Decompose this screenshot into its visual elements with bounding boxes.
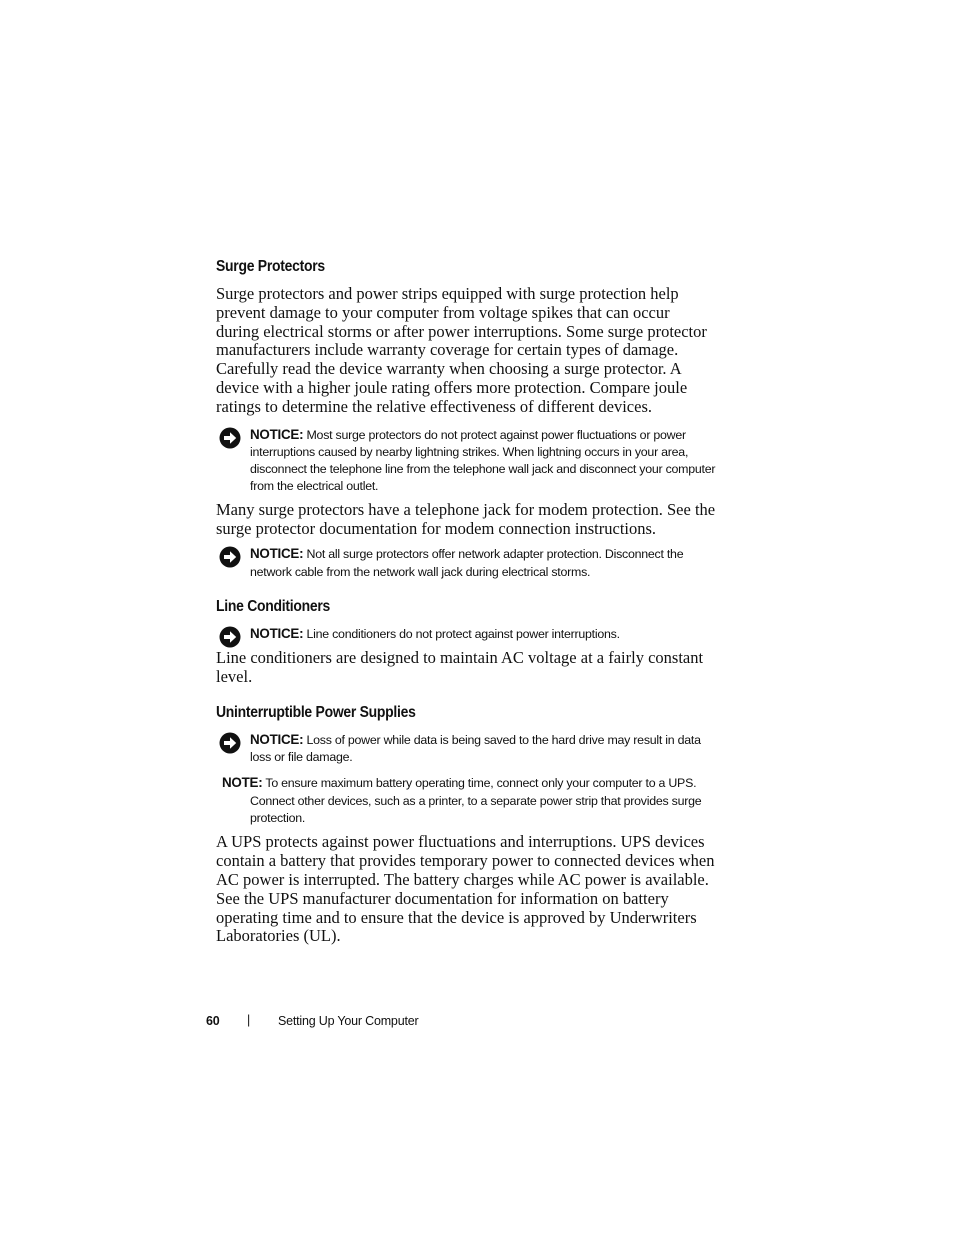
paragraph-telephone-jack: Many surge protectors have a telephone jack for modem protection. See the surge protector documentation for modem connection instructions.: [216, 499, 716, 538]
notice-text: Not all surge protectors offer network adapter protection. Disconnect the network cable from the network wall jack during electrical storms.: [250, 547, 684, 579]
notice-label: NOTICE:: [250, 625, 304, 641]
notice-arrow-icon: [219, 427, 241, 449]
paragraph-line-conditioners: Line conditioners are designed to maintain AC voltage at a fairly constant level.: [216, 648, 704, 687]
notice-arrow-icon: [219, 626, 241, 648]
notice-line-conditioners: [216, 625, 716, 643]
notice-arrow-icon: [219, 546, 241, 568]
notice-surge-lightning: [216, 426, 716, 496]
footer-section-title: Setting Up Your Computer: [278, 1014, 419, 1028]
heading-ups: Uninterruptible Power Supplies: [216, 703, 416, 721]
page-content: [216, 258, 716, 946]
notice-label: NOTICE:: [250, 426, 304, 442]
notice-label: NOTICE:: [250, 546, 304, 562]
heading-line-conditioners: Line Conditioners: [216, 597, 330, 615]
heading-surge-protectors: Surge Protectors: [216, 258, 325, 275]
notice-ups-data-loss: [216, 731, 716, 767]
notice-text: Most surge protectors do not protect against power fluctuations or power interruptions caused by nearby lightning strikes. When lightning occurs in your area, disconnect the telephone line from the telephone wall jack and disconnect your computer from the electrical outlet.: [250, 427, 716, 494]
notice-label: NOTICE:: [250, 731, 304, 747]
paragraph-ups: A UPS protects against power fluctuations and interruptions. UPS devices contain a battery that provides temporary power to connected devices when AC power is interrupted. The battery charges while AC power is available. See the UPS manufacturer documentation for information on battery operating time and to ensure that the device is approved by Underwriters Laboratories (UL).: [216, 832, 715, 946]
paragraph-surge-intro: Surge protectors and power strips equipped with surge protection help prevent damage to your computer from voltage spikes that can occur during electrical storms or after power interruptions. Some surge protector manufacturers include warranty coverage for certain types of damage. Carefully read the device warranty when choosing a surge protector. A device with a higher joule rating offers more protection. Compare joule ratings to determine the relative effectiveness of different devices.: [216, 284, 707, 416]
footer-separator: |: [247, 1013, 251, 1027]
notice-text: Line conditioners do not protect against power interruptions.: [303, 626, 620, 641]
notice-network-adapter: [216, 545, 716, 581]
note-ups-battery: [216, 774, 716, 827]
note-text: To ensure maximum battery operating time, connect only your computer to a UPS. Connect other devices, such as a printer, to a separate power strip that provides surge protection.: [250, 776, 702, 826]
notice-text: Loss of power while data is being saved to the hard drive may result in data loss or file damage.: [250, 732, 701, 765]
notice-arrow-icon: [219, 732, 241, 754]
page-number: 60: [206, 1014, 220, 1028]
note-label: NOTE:: [222, 775, 263, 791]
